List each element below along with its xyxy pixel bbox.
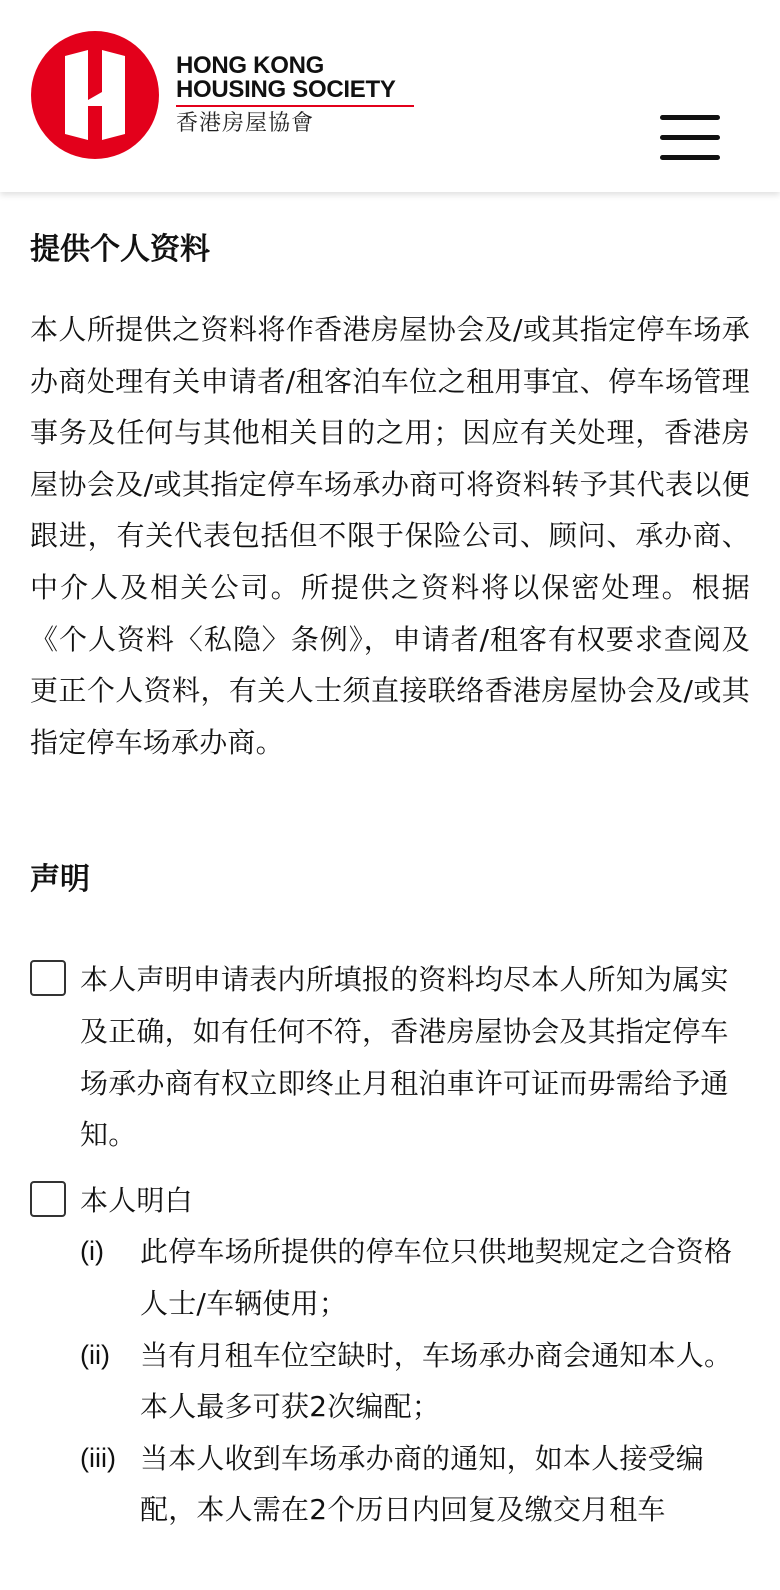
hamburger-menu-icon[interactable]: [660, 115, 720, 163]
list-item: [80, 1433, 750, 1536]
list-item: [80, 1330, 750, 1433]
sub-item-text: 当本人收到车场承办商的通知，如本人接受编配，本人需在2个历日内回复及缴交月租车: [140, 1441, 705, 1527]
sub-item-number: (iii): [80, 1442, 116, 1473]
declaration-item-1: [30, 954, 750, 1160]
hkhs-logo-icon[interactable]: [30, 30, 160, 160]
declaration-checkbox-2[interactable]: [30, 1181, 66, 1217]
logo-zh: 香港房屋協會: [176, 111, 315, 136]
logo-en-line2: HOUSING SOCIETY: [176, 76, 396, 103]
main-content: [0, 230, 780, 1536]
list-item: [80, 1226, 750, 1329]
logo-en-line1: HONG KONG: [176, 52, 324, 79]
logo-wordmark: [176, 54, 416, 137]
declaration-checkbox-1[interactable]: [30, 960, 66, 996]
declaration-sub-list: [80, 1226, 750, 1536]
personal-info-body: 本人所提供之资料将作香港房屋协会及/或其指定停车场承办商处理有关申请者/租客泊车位之租用事宜、停车场管理事务及任何与其他相关目的之用；因应有关处理，香港房屋协会及/或其指定停车场承办商可将资料转予其代表以便跟进，有关代表包括但不限于保险公司、顾问、承办商、中介人及相关公司。所提供之资料将以保密处理。根据《个人资料〈私隐〉条例》，申请者/租客有权要求查阅及更正个人资料，有关人士须直接联络香港房屋协会及/或其指定停车场承办商。: [30, 313, 750, 759]
sub-item-number: (ii): [80, 1339, 110, 1370]
personal-info-section: [30, 230, 750, 768]
sub-item-text: 此停车场所提供的停车位只供地契规定之合资格人士/车辆使用；: [140, 1235, 733, 1320]
personal-info-title: 提供个人资料: [30, 232, 210, 267]
logo-divider: [176, 105, 414, 107]
declaration-item-2: [30, 1175, 750, 1536]
declaration-item-2-text: 本人明白: [80, 1183, 193, 1217]
declaration-item-1-text: 本人声明申请表内所填报的资料均尽本人所知为属实及正确，如有任何不符，香港房屋协会及其指定停车场承办商有权立即终止月租泊車许可证而毋需给予通知。: [80, 963, 729, 1152]
sub-item-text: 当有月租车位空缺时，车场承办商会通知本人。本人最多可获2次编配；: [140, 1338, 733, 1424]
declaration-section: [30, 860, 750, 1536]
site-header: [0, 0, 780, 192]
declaration-title: 声明: [30, 862, 90, 898]
sub-item-number: (i): [80, 1236, 104, 1267]
